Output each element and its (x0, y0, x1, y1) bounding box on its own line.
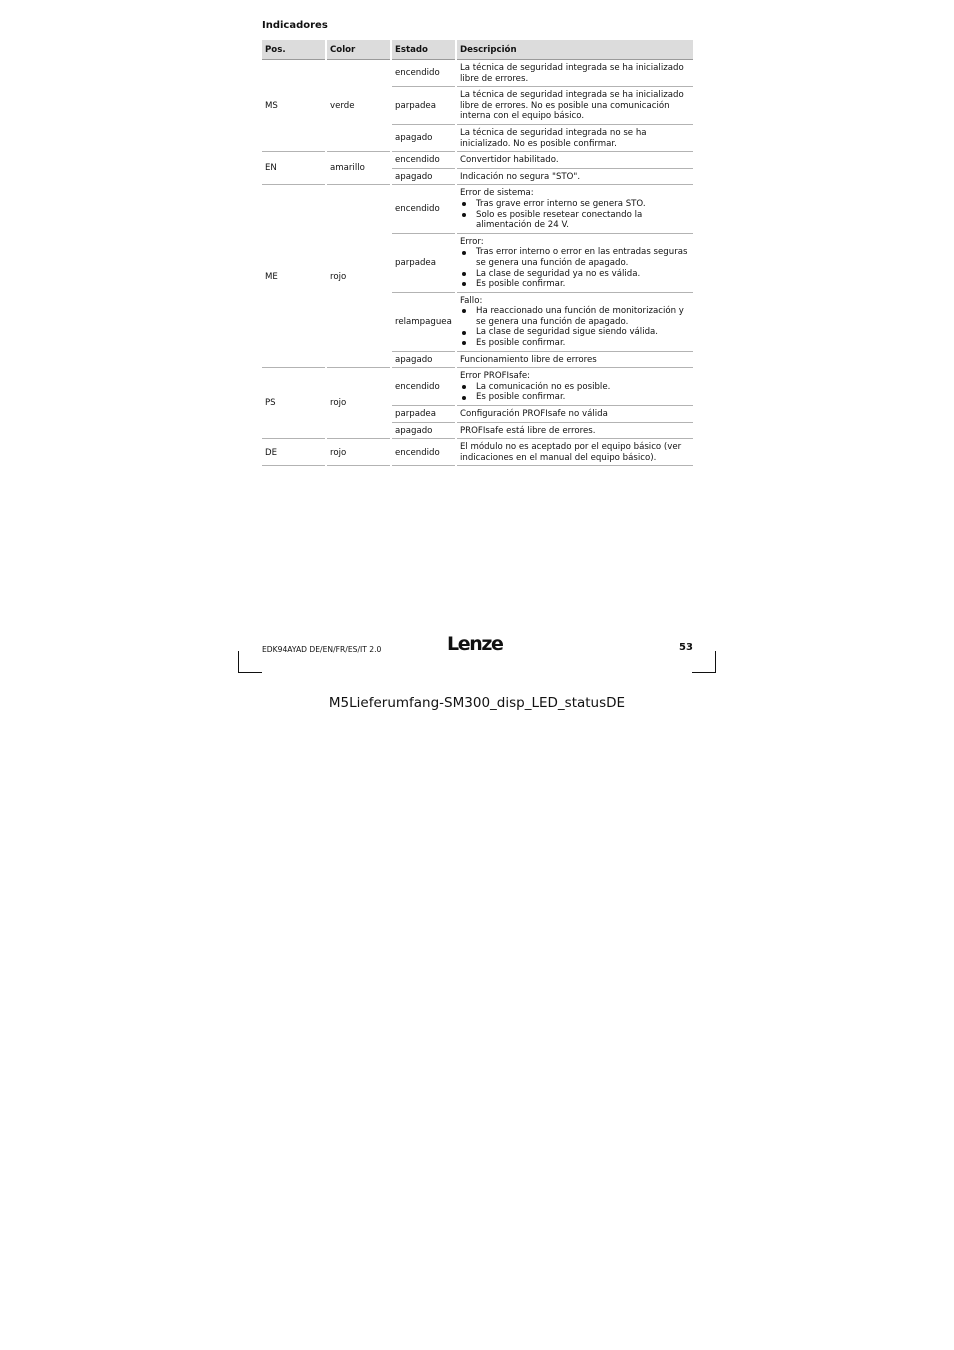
cell-estado: encendido (392, 185, 455, 233)
cell-estado: parpadea (392, 234, 455, 293)
table-row (262, 439, 693, 466)
bullet-item: Tras grave error interno se genera STO. (460, 199, 690, 210)
cell-descripcion (457, 60, 693, 87)
cell-descripcion (457, 169, 693, 186)
cell-estado: relampaguea (392, 293, 455, 352)
cell-pos: MS (262, 60, 325, 152)
cell-descripcion (457, 185, 693, 233)
bullet-list (460, 306, 690, 348)
cell-estado: apagado (392, 352, 455, 369)
crop-mark-left-vertical (238, 651, 239, 673)
cell-descripcion (457, 406, 693, 423)
cell-estado: apagado (392, 169, 455, 186)
description-text: Error de sistema: (460, 188, 534, 199)
table-row (262, 185, 693, 233)
bullet-item: La clase de seguridad sigue siendo válida. (460, 327, 690, 338)
cell-color: rojo (327, 368, 390, 439)
table-body (262, 60, 693, 466)
cell-descripcion (457, 152, 693, 169)
header-descripcion: Descripción (457, 40, 693, 60)
cell-descripcion (457, 125, 693, 152)
cell-estado: encendido (392, 368, 455, 406)
description-text: Funcionamiento libre de errores (460, 354, 597, 365)
description-text: La técnica de seguridad integrada se ha inicializado libre de errores. (460, 63, 684, 84)
bullet-item: Tras error interno o error en las entradas seguras se genera una función de apagado. (460, 247, 690, 268)
header-color: Color (327, 40, 390, 60)
cell-color: amarillo (327, 152, 390, 185)
bullet-item: Ha reaccionado una función de monitorización y se genera una función de apagado. (460, 306, 690, 327)
bullet-list (460, 199, 690, 231)
header-pos: Pos. (262, 40, 325, 60)
cell-estado: parpadea (392, 406, 455, 423)
page-number: 53 (679, 642, 693, 653)
cell-pos: PS (262, 368, 325, 439)
indicator-table (260, 40, 695, 466)
bullet-item: Es posible confirmar. (460, 392, 690, 403)
table-header-row (262, 40, 693, 60)
description-text: Error PROFIsafe: (460, 371, 531, 382)
cell-estado: encendido (392, 439, 455, 466)
cell-estado: parpadea (392, 87, 455, 125)
cell-color: rojo (327, 185, 390, 368)
bullet-item: La clase de seguridad ya no es válida. (460, 269, 690, 280)
description-text: Configuración PROFIsafe no válida (460, 409, 608, 420)
crop-mark-right-horizontal (692, 672, 716, 673)
cell-descripcion (457, 352, 693, 369)
cell-descripcion (457, 423, 693, 440)
bullet-list (460, 382, 690, 403)
cell-estado: encendido (392, 152, 455, 169)
cell-pos: EN (262, 152, 325, 185)
bullet-list (460, 247, 690, 289)
crop-mark-left-horizontal (238, 672, 262, 673)
cell-estado: apagado (392, 125, 455, 152)
description-text: La técnica de seguridad integrada se ha inicializado libre de errores. No es posible una comunicación interna con el equipo básico. (460, 90, 684, 122)
bullet-item: La comunicación no es posible. (460, 382, 690, 393)
bullet-item: Solo es posible resetear conectando la alimentación de 24 V. (460, 210, 690, 231)
cell-descripcion (457, 87, 693, 125)
cell-color: rojo (327, 439, 390, 466)
cell-estado: encendido (392, 60, 455, 87)
table-row (262, 368, 693, 406)
description-text: Convertidor habilitado. (460, 155, 559, 166)
table-row (262, 152, 693, 169)
cell-pos: ME (262, 185, 325, 368)
description-text: Indicación no segura "STO". (460, 171, 581, 182)
cell-color: verde (327, 60, 390, 152)
cell-descripcion (457, 293, 693, 352)
description-text: PROFIsafe está libre de errores. (460, 425, 596, 436)
cell-descripcion (457, 439, 693, 466)
section-title: Indicadores (262, 20, 328, 31)
table-row (262, 60, 693, 87)
bullet-item: Es posible confirmar. (460, 279, 690, 290)
crop-mark-right-vertical (715, 651, 716, 673)
cell-descripcion (457, 234, 693, 293)
lenze-logo: Lenze (447, 633, 503, 655)
doc-code: EDK94AYAD DE/EN/FR/ES/IT 2.0 (262, 645, 382, 654)
description-text: Fallo: (460, 295, 483, 306)
cell-descripcion (457, 368, 693, 406)
description-text: La técnica de seguridad integrada no se ha inicializado. No es posible confirmar. (460, 127, 647, 149)
description-text: El módulo no es aceptado por el equipo básico (ver indicaciones en el manual del equipo básico). (460, 442, 682, 463)
header-estado: Estado (392, 40, 455, 60)
cell-pos: DE (262, 439, 325, 466)
cell-estado: apagado (392, 423, 455, 440)
file-caption: M5Lieferumfang-SM300_disp_LED_statusDE (328, 695, 626, 711)
bullet-item: Es posible confirmar. (460, 338, 690, 349)
description-text: Error: (460, 236, 484, 247)
